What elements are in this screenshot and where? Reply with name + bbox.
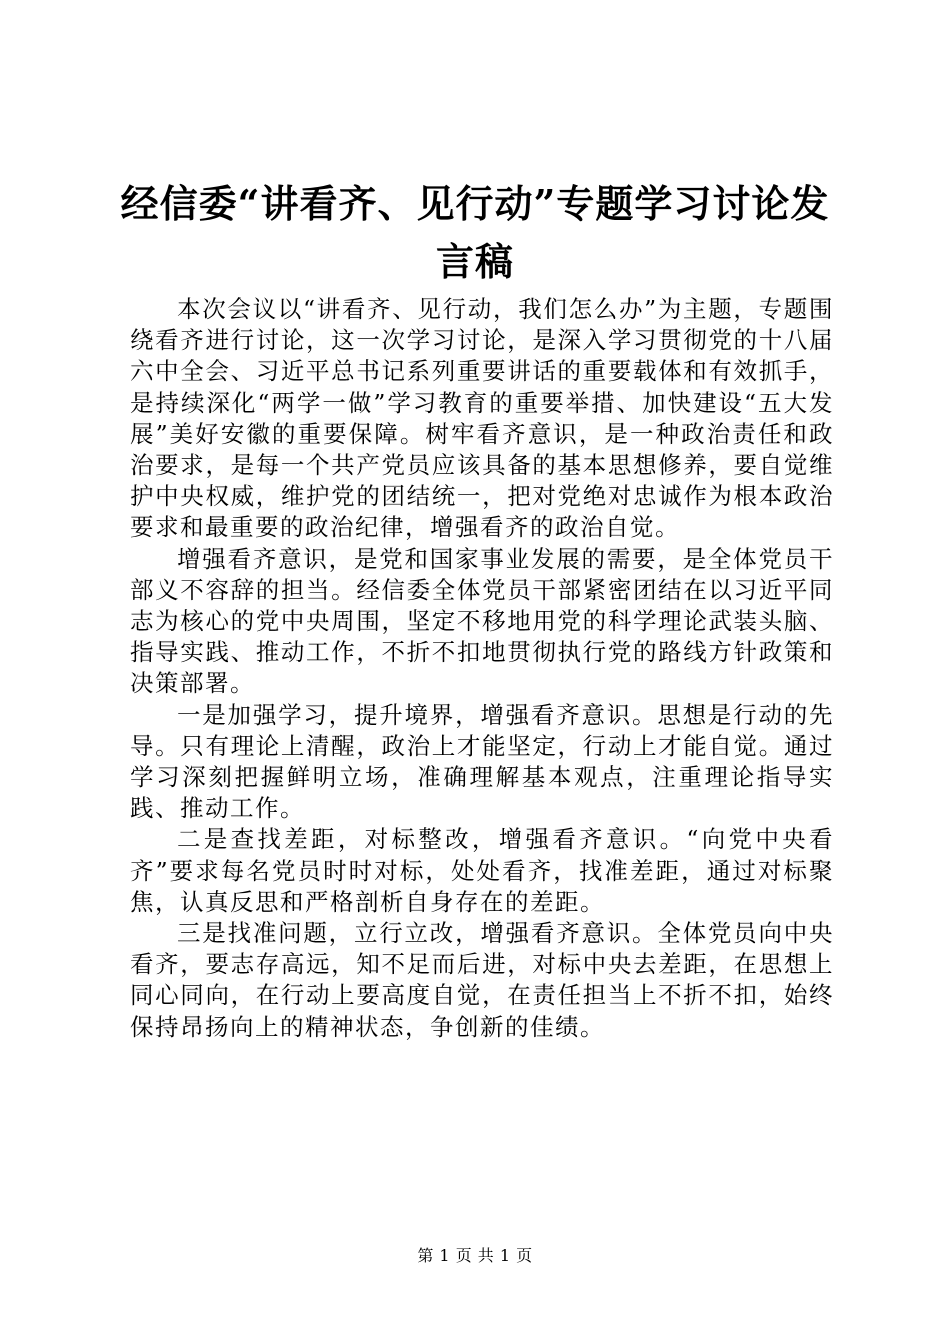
paragraph: 一是加强学习，提升境界，增强看齐意识。思想是行动的先导。只有理论上清醒，政治上才能坚定，行动上才能自觉。通过学习深刻把握鲜明立场，准确理解基本观点，注重理论指导实践、推动工作。 (130, 700, 834, 823)
document-title: 经信委“讲看齐、见行动”专题学习讨论发言稿 (120, 181, 830, 285)
document-body (130, 294, 834, 1043)
paragraph: 二是查找差距，对标整改，增强看齐意识。“向党中央看齐”要求每名党员时时对标，处处看齐，找准差距，通过对标聚焦，认真反思和严格剖析自身存在的差距。 (130, 825, 834, 916)
paragraph: 三是找准问题，立行立改，增强看齐意识。全体党员向中央看齐，要志存高远，知不足而后进，对标中央去差距，在思想上同心同向，在行动上要高度自觉，在责任担当上不折不扣，始终保持昂扬向上的精神状态，争创新的佳绩。 (130, 919, 834, 1041)
paragraph: 本次会议以“讲看齐、见行动，我们怎么办”为主题，专题围绕看齐进行讨论，这一次学习讨论，是深入学习贯彻党的十八届六中全会、习近平总书记系列重要讲话的重要载体和有效抓手，是持续深化“两学一做”学习教育的重要举措、加快建设“五大发展”美好安徽的重要保障。树牢看齐意识，是一种政治责任和政治要求，是每一个共产党员应该具备的基本思想修养，要自觉维护中央权威，维护党的团结统一，把对党绝对忠诚作为根本政治要求和最重要的政治纪律，增强看齐的政治自觉。 (130, 295, 834, 542)
page-footer: 第 1 页 共 1 页 (417, 1246, 533, 1265)
paragraph: 增强看齐意识，是党和国家事业发展的需要，是全体党员干部义不容辞的担当。经信委全体党员干部紧密团结在以习近平同志为核心的党中央周围，坚定不移地用党的科学理论武装头脑、指导实践、推动工作，不折不扣地贯彻执行党的路线方针政策和决策部署。 (130, 544, 834, 698)
